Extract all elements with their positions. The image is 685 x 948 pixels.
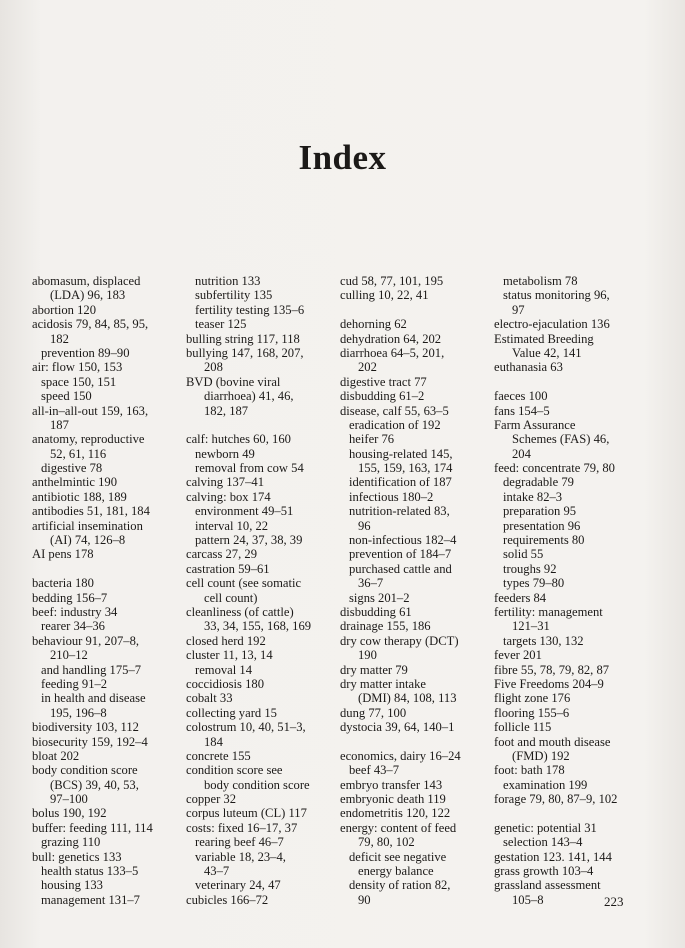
index-subentry: metabolism 78 — [503, 274, 578, 288]
index-subentry: 79, 80, 102 — [358, 835, 415, 850]
index-subentry: removal 14 — [195, 662, 253, 677]
index-entry: cud 58, 77, 101, 195 — [340, 274, 444, 288]
letter-group-gap — [494, 375, 646, 389]
index-subentry: eradication of 192 — [349, 417, 441, 432]
index-entry: bull: genetics 133 — [32, 849, 122, 864]
index-subentry: newborn 49 — [195, 446, 255, 461]
index-subentry: 43–7 — [204, 864, 230, 879]
index-entry: fibre 55, 78, 79, 82, 87 — [494, 662, 610, 677]
index-entry: corpus luteum (CL) 117 — [186, 806, 307, 821]
index-subentry: speed 150 — [41, 389, 92, 404]
index-entry: bedding 156–7 — [32, 590, 108, 605]
index-subentry: fertility testing 135–6 — [195, 302, 305, 317]
index-entry: closed herd 192 — [186, 633, 266, 648]
index-entry: bullying 147, 168, 207, — [186, 345, 304, 360]
index-entry: diarrhoea 64–5, 201, — [340, 345, 445, 360]
index-entry: coccidiosis 180 — [186, 676, 264, 691]
index-entry: euthanasia 63 — [494, 360, 563, 375]
index-column-2 — [186, 274, 338, 907]
index-subentry: and handling 175–7 — [41, 662, 142, 677]
index-subentry: (LDA) 96, 183 — [50, 288, 126, 303]
index-entry: dry matter 79 — [340, 662, 408, 677]
index-subentry: 90 — [358, 892, 371, 907]
index-subentry: identification of 187 — [349, 475, 452, 490]
letter-group-gap — [32, 562, 184, 576]
index-subentry: degradable 79 — [503, 475, 574, 490]
index-entry: calf: hutches 60, 160 — [186, 432, 291, 447]
index-subentry: environment 49–51 — [195, 504, 294, 519]
index-entry: biosecurity 159, 192–4 — [32, 734, 148, 749]
index-entry: embryonic death 119 — [340, 792, 446, 807]
index-subentry: nutrition 133 — [195, 274, 261, 288]
index-entry: colostrum 10, 40, 51–3, — [186, 720, 306, 735]
index-entry: bolus 190, 192 — [32, 806, 107, 821]
index-entry: Farm Assurance — [494, 417, 576, 432]
index-subentry: troughs 92 — [503, 561, 557, 576]
index-column-4 — [494, 274, 646, 907]
index-entry: anthelmintic 190 — [32, 475, 117, 490]
index-entry: flooring 155–6 — [494, 705, 570, 720]
index-entry: Five Freedoms 204–9 — [494, 676, 604, 691]
index-subentry: examination 199 — [503, 777, 588, 792]
index-subentry: housing-related 145, — [349, 446, 453, 461]
index-entry: disbudding 61 — [340, 604, 412, 619]
index-subentry: types 79–80 — [503, 576, 565, 591]
index-entry: fever 201 — [494, 648, 542, 663]
index-entry: costs: fixed 16–17, 37 — [186, 820, 298, 835]
index-subentry: prevention 89–90 — [41, 345, 130, 360]
index-entry: cell count (see somatic — [186, 576, 302, 591]
index-entry: disbudding 61–2 — [340, 389, 425, 404]
index-entry: all-in–all-out 159, 163, — [32, 403, 149, 418]
index-entry: Estimated Breeding — [494, 331, 594, 346]
index-entry: culling 10, 22, 41 — [340, 288, 429, 303]
index-entry: electro-ejaculation 136 — [494, 317, 610, 332]
index-subentry: 96 — [358, 518, 371, 533]
index-entry: biodiversity 103, 112 — [32, 720, 139, 735]
index-entry: copper 32 — [186, 792, 237, 807]
index-entry: drainage 155, 186 — [340, 619, 431, 634]
index-subentry: solid 55 — [503, 547, 544, 562]
index-subentry: rearing beef 46–7 — [195, 835, 284, 850]
index-subentry: status monitoring 96, — [503, 288, 610, 303]
index-subentry: intake 82–3 — [503, 489, 563, 504]
index-subentry: Value 42, 141 — [512, 345, 582, 360]
index-entry: bloat 202 — [32, 748, 80, 763]
index-entry: flight zone 176 — [494, 691, 571, 706]
index-subentry: 97 — [512, 302, 525, 317]
index-subentry: 204 — [512, 446, 531, 461]
index-column-3 — [340, 274, 492, 907]
index-subentry: infectious 180–2 — [349, 489, 434, 504]
index-entry: artificial insemination — [32, 518, 143, 533]
index-entry: AI pens 178 — [32, 547, 94, 562]
index-entry: foot and mouth disease — [494, 734, 611, 749]
index-entry: abortion 120 — [32, 302, 97, 317]
index-entry: antibodies 51, 181, 184 — [32, 504, 150, 519]
index-subentry: diarrhoea) 41, 46, — [204, 389, 294, 404]
index-entry: calving: box 174 — [186, 489, 271, 504]
index-subentry: presentation 96 — [503, 518, 581, 533]
index-entry: disease, calf 55, 63–5 — [340, 403, 449, 418]
index-subentry: deficit see negative — [349, 849, 447, 864]
index-subentry: management 131–7 — [41, 892, 140, 907]
index-subentry: 187 — [50, 417, 69, 432]
index-subentry: density of ration 82, — [349, 878, 451, 893]
index-subentry: 210–12 — [50, 648, 88, 663]
index-subentry: 105–8 — [512, 892, 544, 907]
index-subentry: veterinary 24, 47 — [195, 878, 281, 893]
index-entry: digestive tract 77 — [340, 374, 427, 389]
index-subentry: removal from cow 54 — [195, 461, 304, 476]
index-subentry: space 150, 151 — [41, 374, 117, 389]
index-entry: cubicles 166–72 — [186, 892, 269, 907]
index-subentry: housing 133 — [41, 878, 103, 893]
index-entry: cobalt 33 — [186, 691, 233, 706]
index-entry: embryo transfer 143 — [340, 777, 443, 792]
index-subentry: grazing 110 — [41, 835, 101, 850]
index-entry: antibiotic 188, 189 — [32, 489, 127, 504]
index-subentry: energy balance — [358, 864, 434, 879]
index-subentry: (DMI) 84, 108, 113 — [358, 691, 457, 706]
index-subentry: heifer 76 — [349, 432, 395, 447]
index-entry: dehorning 62 — [340, 317, 407, 332]
index-subentry: 52, 61, 116 — [50, 446, 107, 461]
index-entry: condition score see — [186, 763, 283, 778]
index-entry: dystocia 39, 64, 140–1 — [340, 720, 455, 735]
index-column-1 — [32, 274, 184, 907]
index-subentry: prevention of 184–7 — [349, 547, 452, 562]
index-entry: calving 137–41 — [186, 475, 264, 490]
index-subentry: digestive 78 — [41, 461, 103, 476]
index-entry: dry cow therapy (DCT) — [340, 633, 459, 648]
index-entry: grassland assessment — [494, 878, 601, 893]
index-entry: endometritis 120, 122 — [340, 806, 451, 821]
index-entry: faeces 100 — [494, 389, 548, 404]
index-subentry: signs 201–2 — [349, 590, 410, 605]
index-subentry: selection 143–4 — [503, 835, 583, 850]
index-entry: energy: content of feed — [340, 820, 457, 835]
index-subentry: 195, 196–8 — [50, 705, 107, 720]
index-entry: bacteria 180 — [32, 576, 94, 591]
index-subentry: (FMD) 192 — [512, 748, 570, 763]
index-entry: beef: industry 34 — [32, 604, 118, 619]
index-entry: genetic: potential 31 — [494, 820, 597, 835]
index-entry: abomasum, displaced — [32, 274, 141, 288]
index-entry: foot: bath 178 — [494, 763, 565, 778]
index-entry: feeders 84 — [494, 590, 547, 605]
index-entry: cluster 11, 13, 14 — [186, 648, 273, 663]
index-subentry: 36–7 — [358, 576, 384, 591]
index-entry: cleanliness (of cattle) — [186, 604, 294, 619]
index-entry: feed: concentrate 79, 80 — [494, 461, 615, 476]
index-subentry: targets 130, 132 — [503, 633, 584, 648]
index-subentry: Schemes (FAS) 46, — [512, 432, 610, 447]
index-entry: economics, dairy 16–24 — [340, 748, 461, 763]
letter-group-gap — [340, 735, 492, 749]
index-subentry: 182, 187 — [204, 403, 249, 418]
index-subentry: non-infectious 182–4 — [349, 533, 457, 548]
index-entry: body condition score — [32, 763, 138, 778]
index-subentry: beef 43–7 — [349, 763, 400, 778]
index-entry: dehydration 64, 202 — [340, 331, 442, 346]
index-entry: buffer: feeding 111, 114 — [32, 820, 153, 835]
index-subentry: preparation 95 — [503, 504, 577, 519]
index-entry: follicle 115 — [494, 720, 552, 735]
index-subentry: interval 10, 22 — [195, 518, 269, 533]
index-entry: concrete 155 — [186, 748, 251, 763]
index-subentry: pattern 24, 37, 38, 39 — [195, 533, 303, 548]
index-entry: collecting yard 15 — [186, 705, 277, 720]
index-entry: fans 154–5 — [494, 403, 550, 418]
letter-group-gap — [340, 303, 492, 317]
index-entry: fertility: management — [494, 604, 603, 619]
index-entry: dung 77, 100 — [340, 705, 407, 720]
index-subentry: in health and disease — [41, 691, 146, 706]
letter-group-gap — [494, 806, 646, 820]
index-subentry: 155, 159, 163, 174 — [358, 461, 453, 476]
index-subentry: 121–31 — [512, 619, 550, 634]
index-entry: grass growth 103–4 — [494, 864, 594, 879]
index-entry: dry matter intake — [340, 676, 427, 691]
index-subentry: 33, 34, 155, 168, 169 — [204, 619, 312, 634]
index-entry: castration 59–61 — [186, 561, 270, 576]
index-subentry: body condition score — [204, 777, 310, 792]
index-subentry: cell count) — [204, 590, 258, 605]
index-subentry: 182 — [50, 331, 69, 346]
page-number: 223 — [604, 894, 624, 909]
index-subentry: 97–100 — [50, 792, 88, 807]
letter-group-gap — [186, 418, 338, 432]
index-entry: BVD (bovine viral — [186, 374, 281, 389]
index-subentry: rearer 34–36 — [41, 619, 105, 634]
index-subentry: (BCS) 39, 40, 53, — [50, 777, 139, 792]
index-subentry: 202 — [358, 360, 377, 375]
index-entry: acidosis 79, 84, 85, 95, — [32, 317, 149, 332]
index-entry: forage 79, 80, 87–9, 102 — [494, 792, 618, 807]
page-title: Index — [298, 138, 387, 177]
index-entry: bulling string 117, 118 — [186, 331, 300, 346]
index-entry: behaviour 91, 207–8, — [32, 633, 140, 648]
index-subentry: (AI) 74, 126–8 — [50, 533, 126, 548]
index-entry: gestation 123. 141, 144 — [494, 849, 612, 864]
index-subentry: 184 — [204, 734, 223, 749]
index-subentry: subfertility 135 — [195, 288, 273, 303]
index-subentry: teaser 125 — [195, 317, 247, 332]
index-entry: air: flow 150, 153 — [32, 360, 123, 375]
index-entry: carcass 27, 29 — [186, 547, 257, 562]
index-subentry: variable 18, 23–4, — [195, 849, 286, 864]
index-subentry: feeding 91–2 — [41, 676, 108, 691]
index-subentry: nutrition-related 83, — [349, 504, 450, 519]
index-subentry: health status 133–5 — [41, 864, 139, 879]
index-subentry: 208 — [204, 360, 223, 375]
index-subentry: purchased cattle and — [349, 561, 452, 576]
index-subentry: 190 — [358, 648, 377, 663]
index-subentry: requirements 80 — [503, 533, 585, 548]
index-entry: anatomy, reproductive — [32, 432, 145, 447]
